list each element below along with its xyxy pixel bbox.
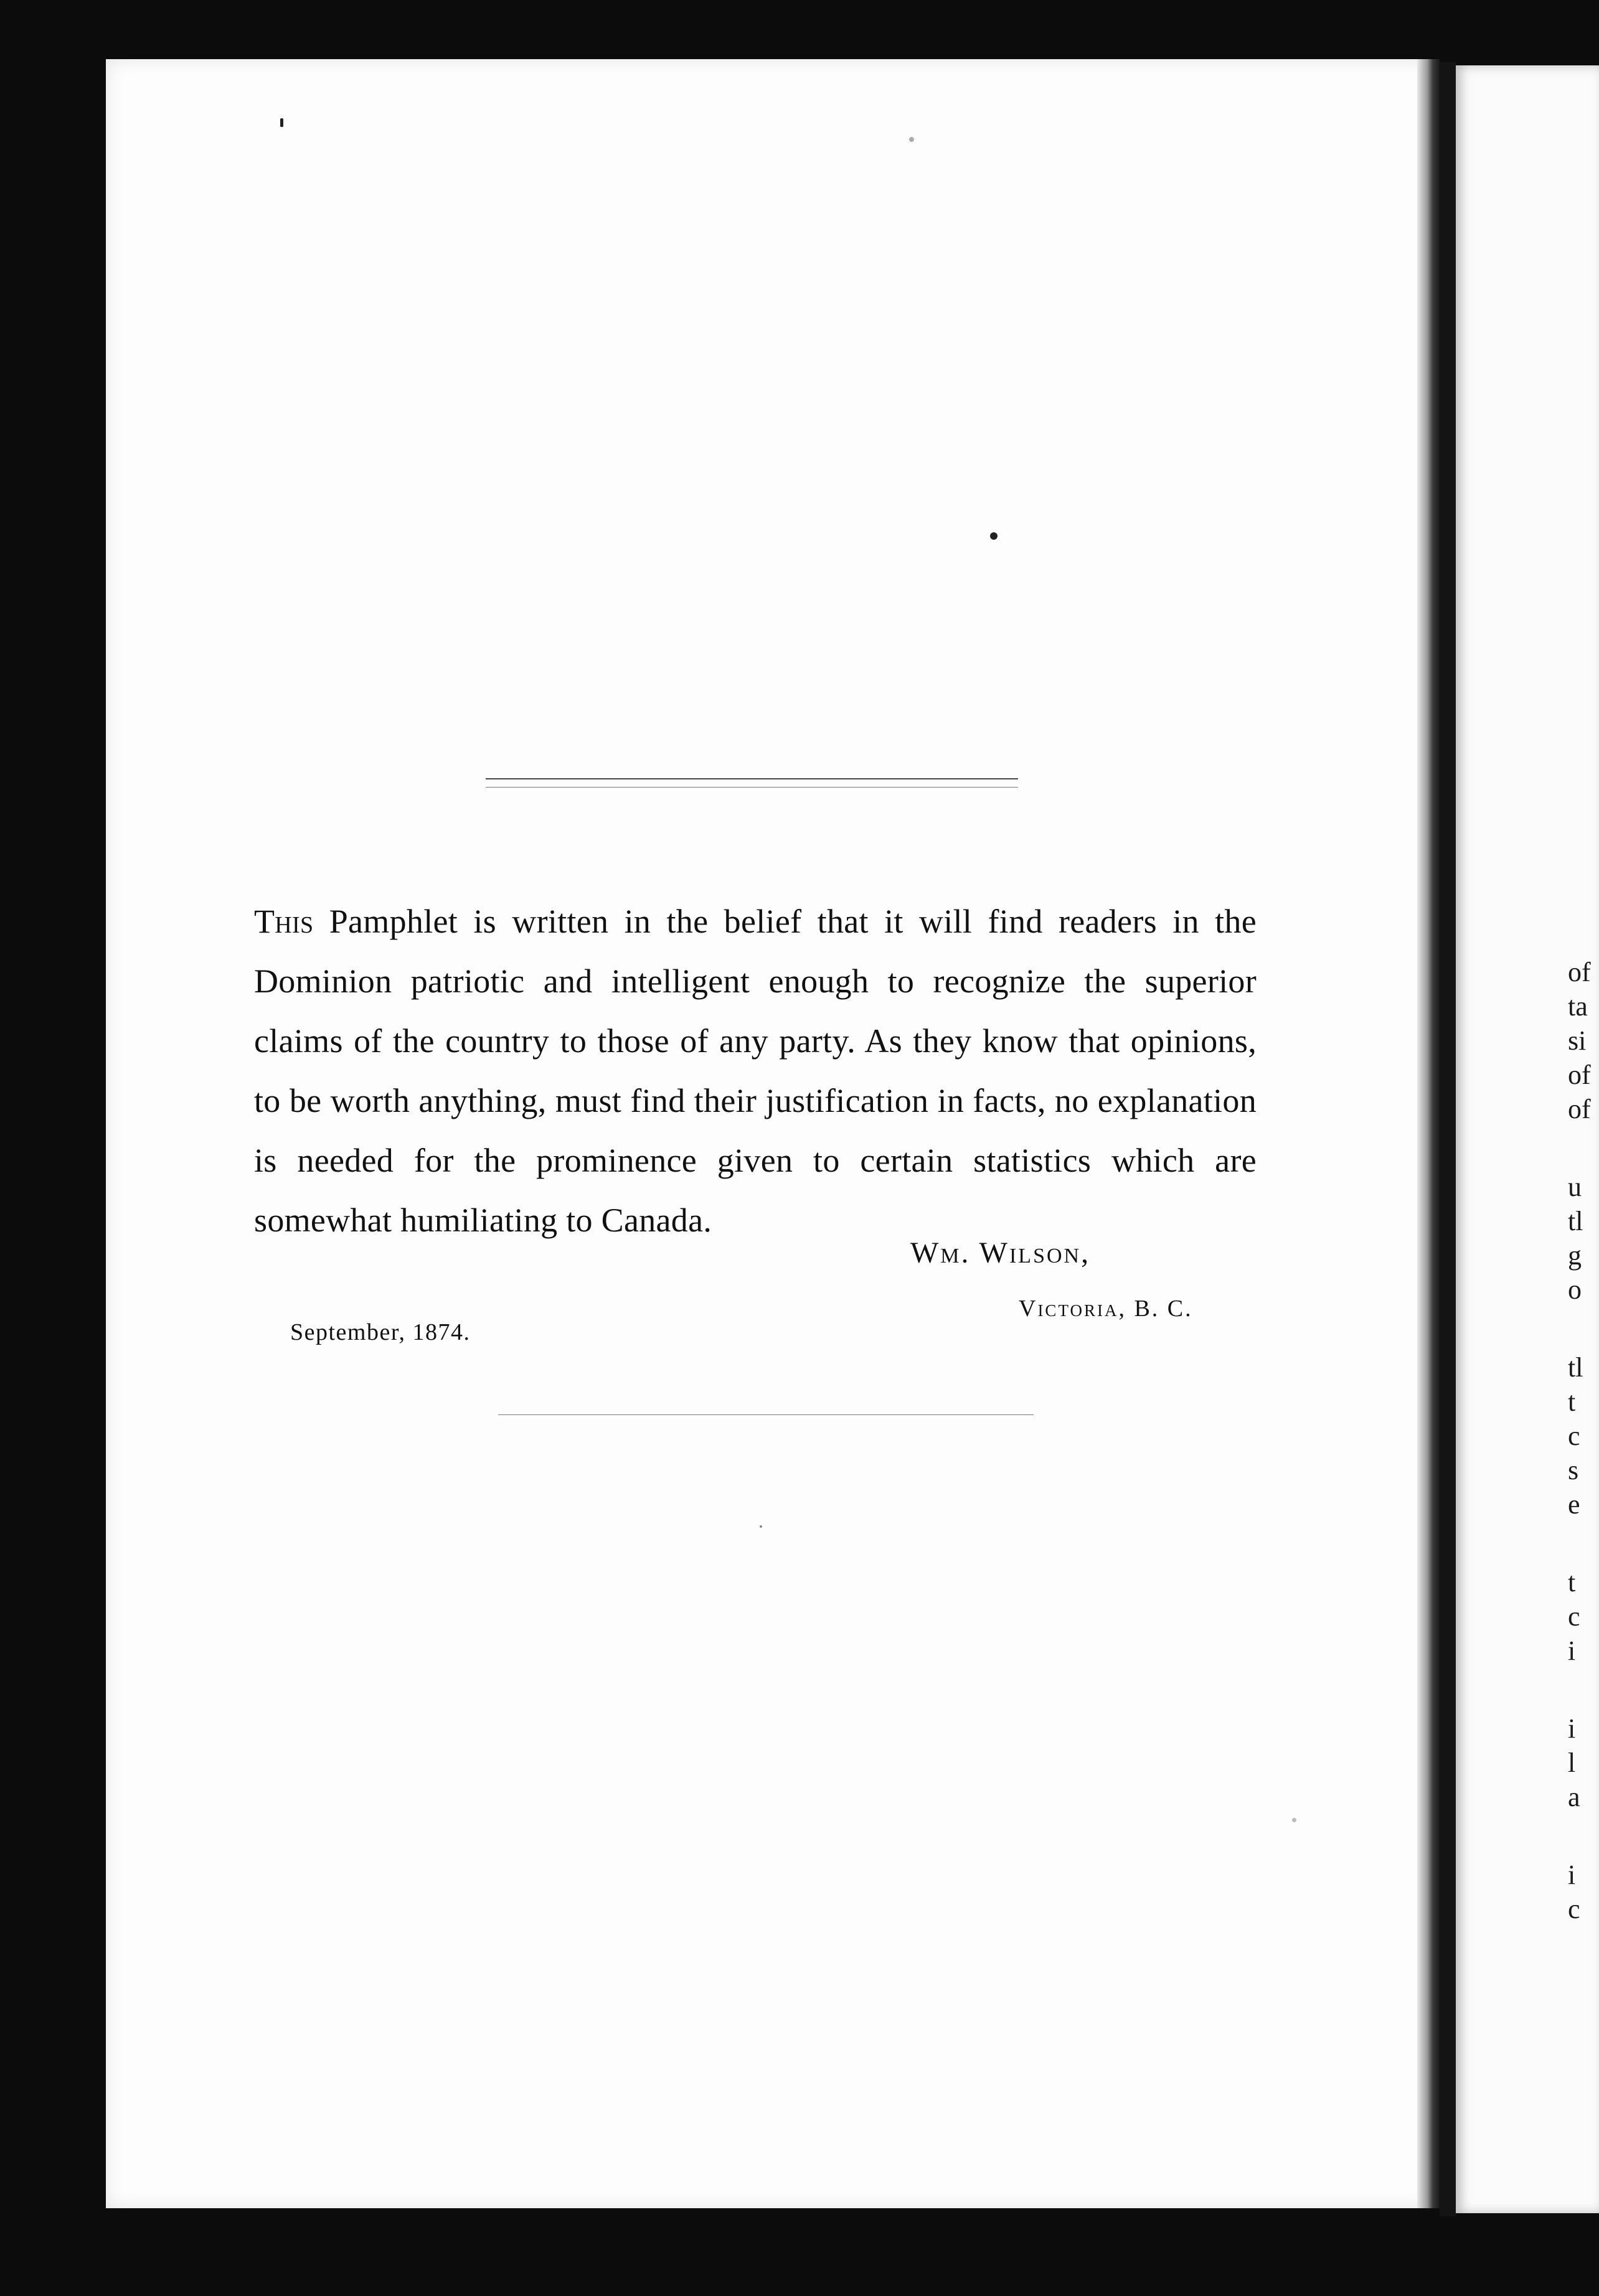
next-page-fragment: t <box>1568 1567 1576 1597</box>
top-rule-lower <box>486 787 1018 788</box>
bottom-rule <box>498 1414 1034 1415</box>
next-page-fragment: o <box>1568 1274 1582 1305</box>
preface-lead-word: This <box>254 903 314 940</box>
next-page-fragment: i <box>1568 1860 1576 1890</box>
page-edge-shadow <box>1417 59 1440 2208</box>
next-page-fragment: c <box>1568 1421 1580 1451</box>
next-page-fragment: i <box>1568 1713 1576 1744</box>
top-rule-upper <box>486 778 1018 779</box>
right-page-partial <box>1456 65 1599 2213</box>
author-location: Victoria, B. C. <box>1019 1296 1193 1322</box>
next-page-fragment: i <box>1568 1635 1576 1666</box>
next-page-fragment: of <box>1568 957 1591 987</box>
preface-body: Pamphlet is written in the belief that it will find readers in the Dominion patriotic and intelligent enough to recognize the superior claims of the country to those of any party. As they know that opinions, to be worth anything, must find their justification in facts, no explanation is needed for the prominence given to certain statistics which are somewhat humiliating to Canada. <box>254 903 1257 1239</box>
next-page-fragment: tl <box>1568 1352 1583 1383</box>
next-page-fragment: g <box>1568 1240 1582 1271</box>
scan-speck <box>990 532 998 540</box>
next-page-fragment: of <box>1568 1094 1591 1124</box>
scan-speck <box>909 137 914 142</box>
next-page-fragment: ta <box>1568 991 1588 1022</box>
next-page-fragment: l <box>1568 1748 1576 1778</box>
author-signature: Wm. Wilson, <box>910 1236 1091 1269</box>
next-page-fragment: of <box>1568 1060 1591 1090</box>
next-page-fragment: u <box>1568 1172 1582 1202</box>
next-page-fragment: s <box>1568 1455 1579 1485</box>
scan-speck <box>760 1525 762 1528</box>
preface-date: September, 1874. <box>290 1319 471 1345</box>
binding-gutter <box>1440 62 1456 2216</box>
next-page-fragment: si <box>1568 1025 1587 1056</box>
next-page-fragment: a <box>1568 1782 1580 1812</box>
next-page-fragment: t <box>1568 1386 1576 1417</box>
next-page-fragment: tl <box>1568 1206 1583 1236</box>
scan-speck <box>280 118 283 127</box>
next-page-fragment: e <box>1568 1489 1580 1520</box>
next-page-fragment: c <box>1568 1601 1580 1632</box>
preface-paragraph <box>254 892 1257 1250</box>
next-page-fragment: c <box>1568 1894 1580 1924</box>
scan-speck <box>1292 1818 1296 1822</box>
